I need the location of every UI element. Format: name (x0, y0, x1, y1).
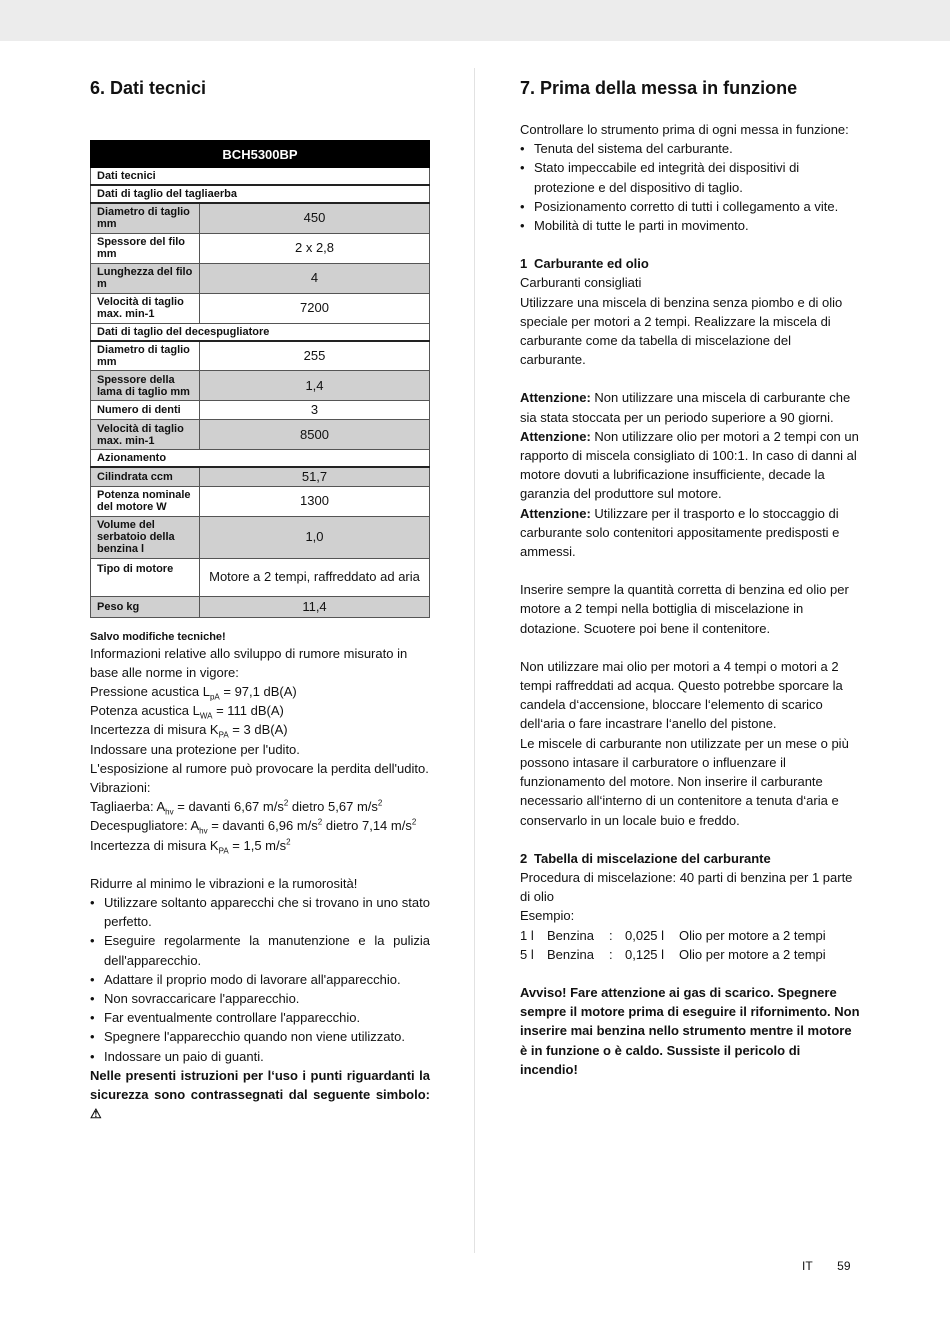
oil-warning: Non utilizzare mai olio per motori a 4 tempi o motori a 2 tempi raffreddati ad acqua. Questo potrebbe sporcare la candela d‘accensione, bloccare l‘elemento di scarico dell‘aria o fare incastrare l‘anello del pistone. (520, 658, 843, 732)
sound-power: Potenza acustica $L_{WA} = 111$ dB(A) (90, 703, 284, 721)
spec-value: Motore a 2 tempi, raffreddato ad aria (200, 558, 430, 596)
fuel-mix-text: Utilizzare una miscela di benzina senza piombo e di olio speciale per motori a 2 tempi. Realizzare la miscela di carburante come da tabella di miscelazione del carburante. (520, 294, 843, 368)
subsection-fuel-oil: 1 Carburante ed olio (520, 256, 649, 272)
table-row: 5 l Benzina : 0,125 l Olio per motore a 2 tempi (520, 946, 826, 962)
list-item: • Spegnere l'apparecchio quando non viene utilizzato. (90, 1027, 430, 1046)
subsection-mix-table: 2 Tabella di miscelazione del carburante (520, 850, 771, 866)
fire-warning: Avviso! Fare attenzione ai gas di scarico. Spegnere sempre il motore prima di eseguire il rifornimento. Non inserire mai benzina nello strumento mentre il motore è in funzione o è caldo. Sussiste il pericolo di incendio! (520, 984, 860, 1077)
attention-3: Attenzione: Utilizzare per il trasporto e lo stoccaggio di carburante solo contenitori appositamente predisposti e ammessi. (520, 505, 840, 560)
list-item: • Non sovraccaricare l'apparecchio. (90, 989, 430, 1008)
right-column (520, 76, 860, 1079)
vibration-grass-trimmer: Tagliaerba: $A_{hv}$ = davanti 6,67 $m/s^2$ dietro 5,67 $m/s^2$ (90, 798, 383, 817)
noise-exposure: L'esposizione al rumore può provocare la perdita dell'udito. (90, 760, 429, 776)
model-header: BCH5300BP (91, 141, 430, 168)
top-bar (0, 0, 950, 41)
table-section-label: Dati di taglio del tagliaerba (91, 185, 430, 203)
list-item: • Far eventualmente controllare l'apparecchio. (90, 1008, 430, 1027)
reduce-vibrations: Ridurre al minimo le vibrazioni e la rumorosità! (90, 875, 358, 891)
spec-value: 11,4 (200, 596, 430, 617)
spec-label: Spessore del filo mm (91, 233, 200, 263)
spec-value: 1,0 (200, 516, 430, 558)
table-section-label: Azionamento (91, 450, 430, 468)
table-section-label: Dati di taglio del decespugliatore (91, 323, 430, 341)
uncertainty-noise: Incertezza di misura $K_{PA} = 3$ dB(A) (90, 722, 288, 740)
spec-label: Volume del serbatoio della benzina l (91, 516, 200, 558)
spec-value: 255 (200, 341, 430, 371)
spec-label: Diametro di taglio mm (91, 341, 200, 371)
check-list (520, 139, 860, 235)
spec-value: 450 (200, 203, 430, 233)
spec-table (90, 140, 430, 618)
list-item: • Eseguire regolarmente la manutenzione e la pulizia dell'apparecchio. (90, 931, 430, 969)
check-intro: Controllare lo strumento prima di ogni messa in funzione: (520, 122, 849, 137)
list-item: • Adattare il proprio modo di lavorare all'apparecchio. (90, 970, 430, 989)
hearing-protection: Indossare una protezione per l'udito. (90, 741, 300, 757)
list-item: • Stato impeccabile ed integrità dei dispositivi di protezione e del dispositivo di taglio. (520, 158, 860, 196)
spec-value: 51,7 (200, 467, 430, 486)
mixing-instructions: Inserire sempre la quantità corretta di benzina ed olio per motore a 2 tempi nella bottiglia di miscelazione in dotazione. Scuotere poi bene il contenitore. (520, 582, 849, 636)
attention-2: Attenzione: Non utilizzare olio per motori a 2 tempi con un rapporto di miscela consigliato di 100:1. In caso di danni al motore dovuti a lubrificazione insufficiente, decade la garanzia del produttore sul motore. (520, 428, 859, 502)
spec-label: Velocità di taglio max. min-1 (91, 420, 200, 450)
warning-icon: ⚠ (90, 1106, 102, 1122)
uncertainty-vibration: Incertezza di misura $K_{PA} = 1,5$ $m/s^2$ (90, 837, 291, 856)
spec-label: Velocità di taglio max. min-1 (91, 293, 200, 323)
spec-label: Peso kg (91, 596, 200, 617)
mix-table (520, 926, 826, 964)
list-item: • Mobilità di tutte le parti in movimento. (520, 216, 860, 235)
language-code: IT (802, 1259, 813, 1273)
spec-value: 1300 (200, 486, 430, 516)
technical-changes-note: Salvo modifiche tecniche! (90, 630, 226, 643)
spec-label: Cilindrata ccm (91, 467, 200, 486)
spec-label: Spessore della lama di taglio mm (91, 371, 200, 401)
spec-value: 7200 (200, 293, 430, 323)
spec-label: Diametro di taglio mm (91, 203, 200, 233)
spec-value: 8500 (200, 420, 430, 450)
vibration-brush-cutter: Decespugliatore: $A_{hv}$ = davanti 6,96 $m/s^2$ dietro 7,14 $m/s^2$ (90, 818, 417, 836)
list-item: • Indossare un paio di guanti. (90, 1047, 430, 1066)
spec-value: 2 x 2,8 (200, 233, 430, 263)
noise-info: Informazioni relative allo sviluppo di rumore misurato in base alle norme in vigore: (90, 645, 408, 680)
recommended-fuels: Carburanti consigliati (520, 275, 642, 291)
list-item: • Utilizzare soltanto apparecchi che si trovano in uno stato perfetto. (90, 893, 430, 931)
section-heading-before-use: 7. Prima della messa in funzione (520, 78, 798, 98)
table-row: 1 l Benzina : 0,025 l Olio per motore a 2 tempi (520, 927, 826, 943)
spec-value: 3 (200, 401, 430, 420)
mix-procedure: Procedura di miscelazione: 40 parti di benzina per 1 parte di olio (520, 869, 853, 905)
spec-label: Tipo di motore (91, 558, 200, 596)
list-item: • Tenuta del sistema del carburante. (520, 139, 860, 158)
spec-label: Numero di denti (91, 401, 200, 420)
section-heading-tech-data: 6. Dati tecnici (90, 78, 207, 98)
page-footer (802, 1259, 851, 1273)
vibration-tips-list (90, 893, 430, 1066)
mix-storage: Le miscele di carburante non utilizzate per un mese o più possono intasare il carburatore o influenzare il funzionamento del motore. Non inserire il carburante necessario all‘interno di un contenitore a tenuta d‘aria e conservarlo in un locale buio e freddo. (520, 735, 849, 828)
list-item: • Posizionamento corretto di tutti i collegamento a vite. (520, 197, 860, 216)
attention-1: Attenzione: Non utilizzare una miscela di carburante che sia stata stoccata per un periodo superiore a 90 giorni. (520, 390, 851, 425)
safety-symbol-note: Nelle presenti istruzioni per l‘uso i punti riguardanti la sicurezza sono contrassegnati dal seguente simbolo: ⚠ (90, 1067, 430, 1122)
spec-value: 4 (200, 263, 430, 293)
spec-label: Lunghezza del filo m (91, 263, 200, 293)
column-divider (474, 68, 475, 1253)
spec-value: 1,4 (200, 371, 430, 401)
table-section-label: Dati tecnici (91, 168, 430, 186)
example-label: Esempio: (520, 908, 575, 924)
page-number: 59 (837, 1259, 851, 1273)
left-column (90, 76, 430, 1123)
vibrations-label: Vibrazioni: (90, 779, 151, 795)
spec-label: Potenza nominale del motore W (91, 486, 200, 516)
sound-pressure: Pressione acustica $L_{pA} = 97,1$ dB(A) (90, 683, 297, 702)
